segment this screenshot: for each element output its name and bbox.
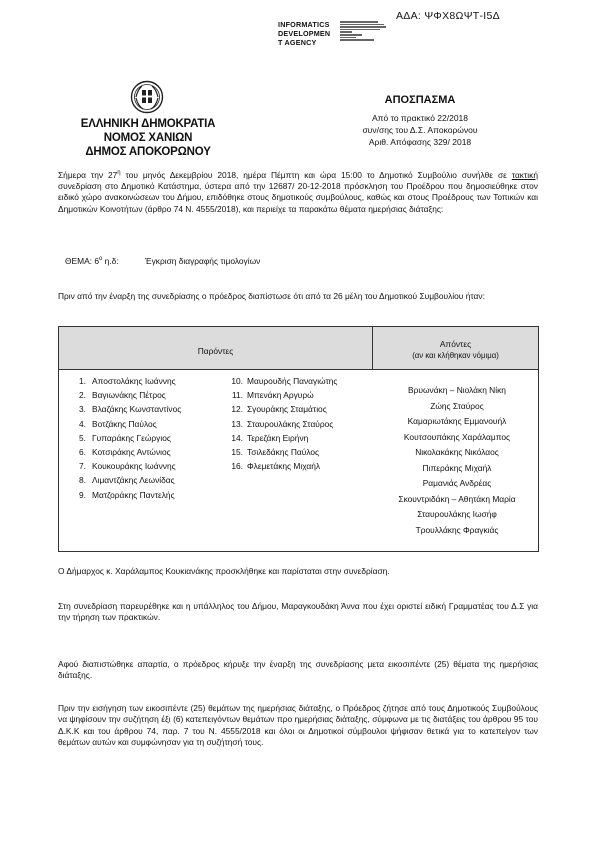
present-member bbox=[69, 417, 181, 431]
member-number: 7. bbox=[79, 461, 86, 472]
member-number: 15. bbox=[231, 447, 243, 458]
member-number: 14. bbox=[231, 432, 243, 443]
present-member bbox=[69, 473, 181, 487]
present-member bbox=[225, 445, 337, 459]
present-member bbox=[69, 459, 181, 473]
member-number: 6. bbox=[79, 447, 86, 458]
member-number: 11. bbox=[231, 390, 243, 401]
topic-label bbox=[65, 256, 119, 266]
absent-member: Τρουλλάκης Φραγκιάς bbox=[415, 524, 499, 535]
ada-code: ΑΔΑ: ΨΦΧ8ΩΨΤ-Ι5Δ bbox=[396, 10, 500, 22]
extract-block bbox=[325, 94, 515, 148]
ida-logo-line: INFORMATICS bbox=[278, 20, 330, 29]
present-member bbox=[225, 431, 337, 445]
member-name: Βοτζάκης Παύλος bbox=[92, 418, 157, 429]
absent-member: Καμαριωτάκης Εμμανουήλ bbox=[407, 416, 507, 426]
member-number: 16. bbox=[231, 461, 243, 472]
member-number: 3. bbox=[79, 404, 86, 415]
member-name: Μπενάκη Αργυρώ bbox=[247, 390, 314, 401]
secretary-paragraph: Στη συνεδρίαση παρευρέθηκε και η υπάλληλος του Δήμου, Μαραγκουδάκη Άννα που έχει οριστεί ειδική Γραμματέας του Δ.Σ για την τήρηση των πρακτικών. bbox=[58, 601, 538, 623]
topic-text: Έγκριση διαγραφής τιμολογίων bbox=[145, 256, 261, 266]
member-name: Λιμαντζάκης Λεωνίδας bbox=[92, 475, 175, 486]
member-name: Τερεζάκη Ειρήνη bbox=[247, 432, 309, 443]
extract-line: Αριθ. Απόφασης 329/ 2018 bbox=[368, 137, 472, 147]
ida-logo bbox=[278, 20, 398, 54]
member-name: Μαυρουδής Παναγιώτης bbox=[247, 376, 338, 386]
member-number: 13. bbox=[231, 418, 243, 429]
member-number: 2. bbox=[79, 390, 86, 401]
mayor-paragraph: Ο Δήμαρχος κ. Χαράλαμπος Κουκιανάκης προσκλήθηκε και παρίσταται στην συνεδρίαση. bbox=[58, 566, 390, 576]
topic-sup: ο bbox=[98, 256, 103, 263]
ida-logo-fine-print bbox=[340, 20, 400, 41]
member-number: 10. bbox=[231, 376, 243, 386]
member-name: Τσιλεδάκης Παύλος bbox=[247, 447, 320, 458]
present-member bbox=[69, 402, 181, 416]
absent-member: Ζώης Σταύρος bbox=[430, 400, 484, 411]
member-name: Ματζοράκης Παντελής bbox=[92, 489, 175, 500]
attendance-table bbox=[58, 326, 539, 552]
intro-paragraph bbox=[58, 168, 538, 215]
member-name: Φλεμετάκης Μιχαήλ bbox=[247, 461, 321, 472]
topic-label-text: ΘΕΜΑ: 6 bbox=[65, 256, 99, 266]
quorum-paragraph: Πριν από την έναρξη της συνεδρίασης ο πρόεδρος διαπίστωσε ότι από τα 26 μέλη του Δημοτικού Συμβουλίου ήταν: bbox=[58, 291, 485, 301]
present-header: Παρόντες bbox=[197, 346, 234, 356]
member-number: 8. bbox=[79, 475, 86, 486]
intro-text: Σήμερα την 27 bbox=[58, 169, 118, 180]
member-name: Σγουράκης Σταμάτιος bbox=[247, 404, 327, 415]
present-member bbox=[225, 374, 337, 388]
absent-member: Σκουντριδάκη – Αθητάκη Μαρία bbox=[398, 493, 516, 504]
member-name: Σταυρουλάκης Σταύρος bbox=[247, 418, 334, 429]
member-name: Αποστολάκης Ιωάννης bbox=[92, 376, 176, 386]
present-member bbox=[225, 388, 337, 402]
member-number: 5. bbox=[79, 432, 86, 443]
greek-emblem-icon bbox=[130, 80, 164, 114]
absent-member: Ραμανιάς Ανδρέας bbox=[422, 478, 492, 488]
intro-sup: η bbox=[117, 170, 121, 176]
urgent-topics-paragraph: Πριν την εισήγηση των εικοσιπέντε (25) θεμάτων της ημερήσιας διάταξης, ο Πρόεδρος ζήτησε από τους Δημοτικούς Συμβούλους να ψηφίσουν την συζήτηση έξι (6) κατεπειγόντων θεμάτων προ ημερήσιας διάταξης, σύμφωνα με τις διατάξεις του άρθρου 95 του Δ.Κ.Κ και του άρθρου 74, παρ. 7 του Ν. 4555/2018 και όλοι οι Δημοτικοί σύμβουλοι ψήφισαν θετικά για το κατεπείγον των θεμάτων αυτών και συμφώνησαν για τη συζήτησή τους. bbox=[58, 703, 538, 747]
absent-member: Σταυρουλάκης Ιωσήφ bbox=[417, 509, 497, 519]
absent-member: Πιπεράκης Μιχαήλ bbox=[422, 462, 492, 473]
ida-logo-line: DEVELOPMEN bbox=[278, 29, 331, 38]
present-member bbox=[69, 431, 181, 445]
present-member bbox=[69, 488, 181, 502]
member-name: Γυπαράκης Γεώργιος bbox=[92, 432, 171, 443]
intro-text: συνεδρίαση στο Δημοτικό Κατάστημα, ύστερα από την 12687/ 20-12-2018 πρόσκληση του Προέδρου που δημοσιεύθηκε στον ειδικό χώρο ανακοινώσεων του Δήμου, επιδόθηκε στους δημοτικούς συμβούλους, καθώς και στους Προέδρους των Τοπικών και Δημοτικών Κοινοτήτων (άρθρο 74 Ν. 4555/2018), και περιείχε τα παρακάτω θέματα ημερήσιας διάταξης: bbox=[58, 181, 538, 214]
absent-member: Βρυωνάκη – Νιολάκη Νίκη bbox=[408, 385, 506, 395]
present-member bbox=[69, 388, 181, 402]
ida-logo-line: T AGENCY bbox=[278, 38, 317, 47]
member-name: Βαγιωνάκης Πέτρος bbox=[92, 390, 166, 401]
present-member bbox=[69, 374, 181, 388]
issuer-block bbox=[68, 117, 228, 159]
absent-header bbox=[373, 338, 538, 362]
table-header bbox=[59, 327, 538, 370]
intro-text: του μηνός Δεκεμβρίου 2018, ημέρα Πέμπτη και ώρα 15:00 το Δημοτικό Συμβούλιο συνήλθε σε bbox=[120, 169, 512, 180]
issuer-line: ΝΟΜΟΣ ΧΑΝΙΩΝ bbox=[103, 132, 193, 144]
issuer-line: ΕΛΛΗΝΙΚΗ ΔΗΜΟΚΡΑΤΙΑ bbox=[80, 118, 216, 130]
present-member bbox=[225, 402, 337, 416]
absent-header-sub: (αν και κλήθηκαν νόμιμα) bbox=[412, 351, 499, 360]
intro-underlined: τακτική bbox=[511, 169, 538, 180]
issuer-line: ΔΗΜΟΣ ΑΠΟΚΟΡΩΝΟΥ bbox=[85, 146, 211, 158]
topic-label-rest: η.δ: bbox=[102, 256, 119, 266]
present-member bbox=[225, 459, 337, 473]
absent-member: Νικολακάκης Νικόλαος bbox=[415, 447, 499, 457]
member-name: Βλαζάκης Κωνσταντίνος bbox=[92, 404, 182, 415]
extract-title: ΑΠΟΣΠΑΣΜΑ bbox=[384, 94, 456, 106]
member-number: 1. bbox=[79, 376, 86, 386]
member-number: 4. bbox=[79, 418, 86, 429]
member-number: 12. bbox=[231, 404, 243, 415]
extract-line: Από το πρακτικό 22/2018 bbox=[371, 113, 469, 123]
extract-line: συν/σης του Δ.Σ. Αποκορώνου bbox=[362, 125, 478, 135]
member-name: Κουκουράκης Ιωάννης bbox=[92, 461, 176, 472]
absent-member: Κουτσουπάκης Χαράλαμπος bbox=[403, 431, 511, 442]
member-name: Κοτσιράκης Αντώνιος bbox=[92, 447, 171, 458]
member-number: 9. bbox=[79, 489, 86, 500]
present-list-1 bbox=[69, 374, 181, 502]
absent-header-title: Απόντες bbox=[439, 339, 472, 349]
present-member bbox=[225, 417, 337, 431]
quorum-start-paragraph: Αφού διαπιστώθηκε απαρτία, ο πρόεδρος κήρυξε την έναρξη της συνεδρίασης μετα εικοσιπέντε (25) θέματα της ημερήσιας διάταξης. bbox=[58, 659, 538, 681]
present-member bbox=[69, 445, 181, 459]
present-list-2 bbox=[225, 374, 337, 473]
absent-list bbox=[377, 383, 537, 538]
